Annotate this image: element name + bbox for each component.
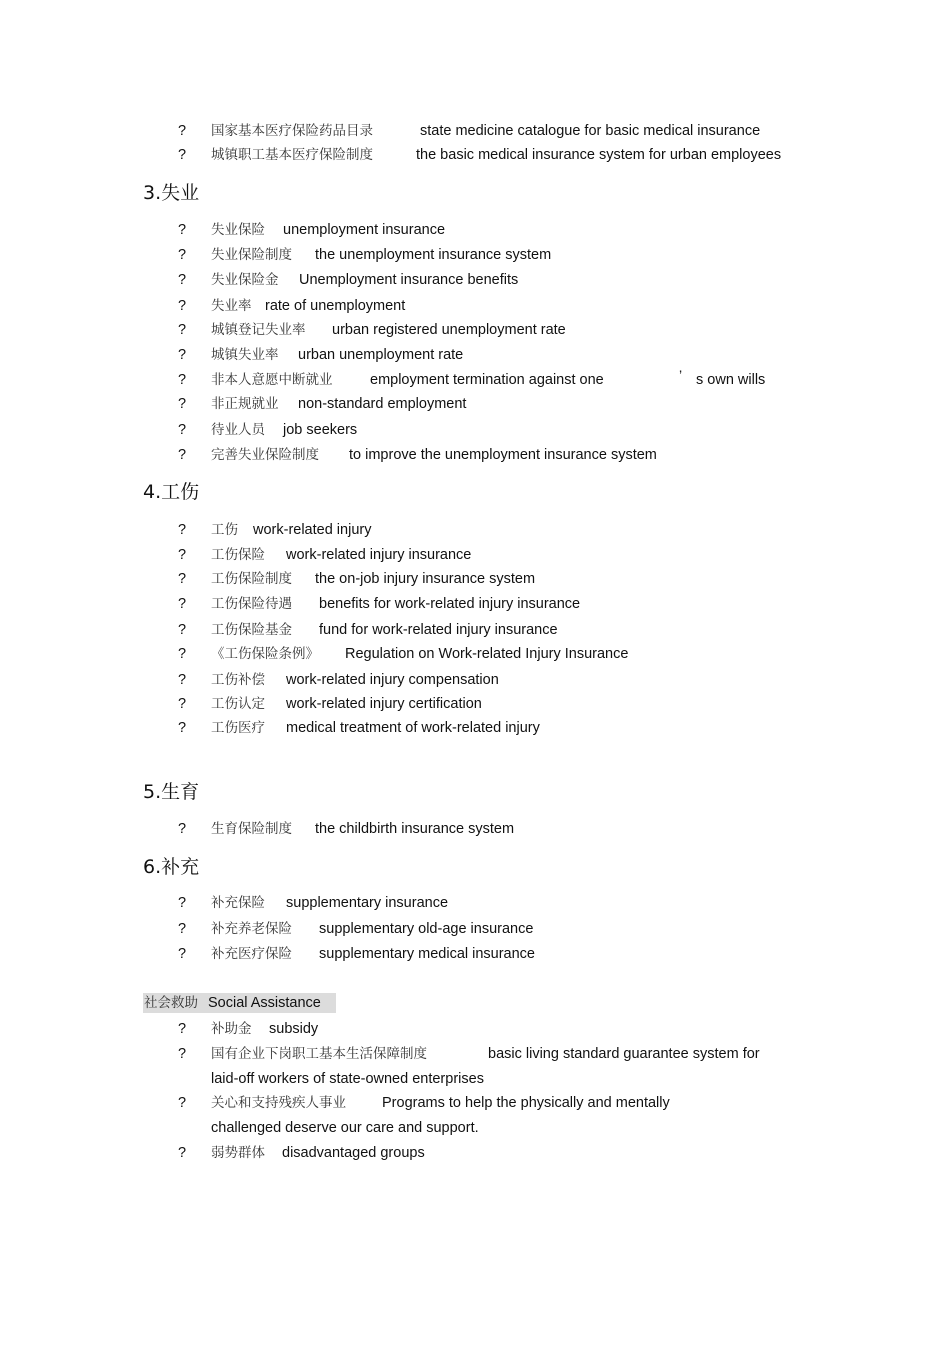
term-zh: 非本人意愿中断就业 <box>211 372 333 388</box>
term-en-tail: s own wills <box>696 372 766 388</box>
bullet: ? <box>178 1021 187 1037</box>
term-en: supplementary medical insurance <box>319 946 535 962</box>
term-en: to improve the unemployment insurance system <box>349 447 657 463</box>
term-en: rate of unemployment <box>265 298 406 314</box>
bullet: ? <box>178 646 187 662</box>
term-en: work-related injury <box>253 522 372 538</box>
term-en: employment termination against one <box>370 372 604 388</box>
bullet: ? <box>178 821 187 837</box>
term-zh: 补助金 <box>211 1021 252 1037</box>
term-zh: 补充医疗保险 <box>211 946 292 962</box>
term-zh: 补充保险 <box>211 895 265 911</box>
term-en: Programs to help the physically and mentally <box>382 1095 670 1111</box>
term-en: work-related injury compensation <box>286 672 499 688</box>
term-zh: 待业人员 <box>211 422 265 438</box>
term-en: disadvantaged groups <box>282 1145 425 1161</box>
term-en: subsidy <box>269 1021 319 1037</box>
section-heading: 5.生育 <box>143 781 200 803</box>
bullet: ? <box>178 372 187 388</box>
bullet: ? <box>178 347 187 363</box>
bullet: ? <box>178 298 187 314</box>
term-en: Regulation on Work-related Injury Insurance <box>345 646 629 662</box>
bullet: ? <box>178 571 187 587</box>
heading-en: Social Assistance <box>208 995 321 1011</box>
bullet: ? <box>178 247 187 263</box>
term-zh: 完善失业保险制度 <box>211 447 319 463</box>
term-en: state medicine catalogue for basic medical insurance <box>420 123 761 139</box>
term-zh: 工伤保险 <box>211 547 265 563</box>
term-en: supplementary insurance <box>286 895 449 911</box>
bullet: ? <box>178 123 187 139</box>
term-en: medical treatment of work-related injury <box>286 720 540 736</box>
term-en: urban registered unemployment rate <box>332 322 566 338</box>
term-en: the childbirth insurance system <box>315 821 515 837</box>
term-en: the unemployment insurance system <box>315 247 552 263</box>
section-heading: 6.补充 <box>143 856 200 878</box>
term-zh: 城镇登记失业率 <box>211 322 306 338</box>
term-zh: 工伤保险基金 <box>211 622 292 638</box>
bullet: ? <box>178 1046 187 1062</box>
bullet: ? <box>178 895 187 911</box>
term-zh: 工伤保险制度 <box>211 571 292 587</box>
term-zh: 城镇职工基本医疗保险制度 <box>211 147 373 163</box>
term-en: benefits for work-related injury insurance <box>319 596 581 612</box>
term-zh: 失业保险 <box>211 222 265 238</box>
bullet: ? <box>178 921 187 937</box>
term-en: fund for work-related injury insurance <box>319 622 558 638</box>
term-en: basic living standard guarantee system for <box>488 1046 760 1062</box>
term-zh: 工伤 <box>211 522 238 538</box>
bullet: ? <box>178 720 187 736</box>
term-en-continuation: challenged deserve our care and support. <box>211 1120 479 1136</box>
term-zh: 弱势群体 <box>211 1145 265 1161</box>
bullet: ? <box>178 447 187 463</box>
bullet: ? <box>178 1145 187 1161</box>
term-en: non-standard employment <box>298 396 467 412</box>
bullet: ? <box>178 596 187 612</box>
term-en: supplementary old-age insurance <box>319 921 534 937</box>
section-heading: 3.失业 <box>143 182 200 204</box>
bullet: ? <box>178 1095 187 1111</box>
term-zh: 失业保险制度 <box>211 247 292 263</box>
bullet: ? <box>178 322 187 338</box>
term-zh: 工伤医疗 <box>211 720 265 736</box>
bullet: ? <box>178 622 187 638</box>
bullet: ? <box>178 946 187 962</box>
bullet: ? <box>178 696 187 712</box>
term-zh: 工伤补偿 <box>211 672 265 688</box>
term-zh: 《工伤保险条例》 <box>211 646 319 662</box>
social-assistance-heading <box>143 993 336 1013</box>
term-zh: 失业率 <box>211 298 252 314</box>
term-zh: 国家基本医疗保险药品目录 <box>211 123 373 139</box>
bullet: ? <box>178 547 187 563</box>
bullet: ? <box>178 272 187 288</box>
term-en: the on-job injury insurance system <box>315 571 536 587</box>
bullet: ? <box>178 672 187 688</box>
bullet: ? <box>178 396 187 412</box>
apostrophe: ’ <box>679 367 683 383</box>
term-en: unemployment insurance <box>283 222 446 238</box>
section-heading: 4.工伤 <box>143 481 200 503</box>
term-en: work-related injury certification <box>286 696 482 712</box>
bullet: ? <box>178 522 187 538</box>
heading-zh: 社会救助 <box>144 995 198 1011</box>
term-zh: 城镇失业率 <box>211 347 279 363</box>
term-en: the basic medical insurance system for urban employees <box>416 147 782 163</box>
term-en-continuation: laid-off workers of state-owned enterprises <box>211 1071 484 1087</box>
bullet: ? <box>178 222 187 238</box>
term-zh: 国有企业下岗职工基本生活保障制度 <box>211 1046 427 1062</box>
term-zh: 非正规就业 <box>211 396 279 412</box>
term-en: Unemployment insurance benefits <box>299 272 519 288</box>
term-en: urban unemployment rate <box>298 347 464 363</box>
term-zh: 关心和支持残疾人事业 <box>211 1095 346 1111</box>
term-en: work-related injury insurance <box>286 547 472 563</box>
term-en: job seekers <box>283 422 358 438</box>
bullet: ? <box>178 147 187 163</box>
term-zh: 工伤认定 <box>211 696 265 712</box>
term-zh: 工伤保险待遇 <box>211 596 292 612</box>
term-zh: 生育保险制度 <box>211 821 292 837</box>
bullet: ? <box>178 422 187 438</box>
term-zh: 失业保险金 <box>211 272 279 288</box>
term-zh: 补充养老保险 <box>211 921 292 937</box>
